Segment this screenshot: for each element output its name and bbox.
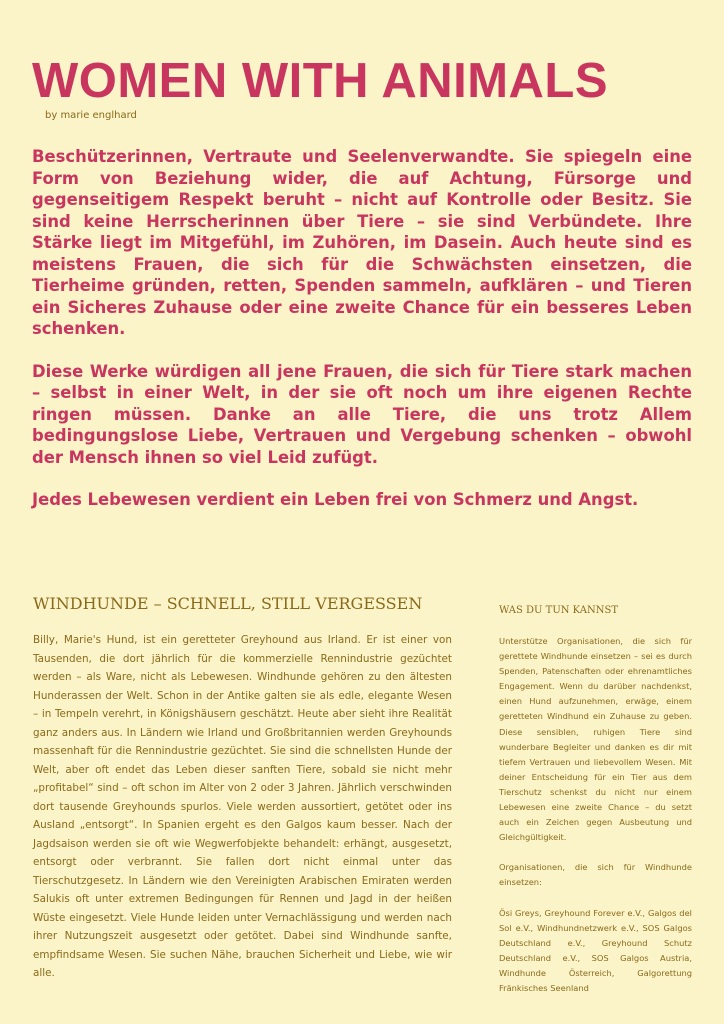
page-title: WOMEN WITH ANIMALS: [32, 54, 609, 108]
sidebar-paragraph: Organisationen, die sich für Windhunde einsetzen:: [499, 862, 692, 888]
sidebar-section: [499, 634, 692, 996]
sidebar-paragraph: Unterstütze Organisationen, die sich für gerettete Windhunde einsetzen – sei es durch Spenden, Patenschaften oder ehrenamtliches Engagement. Wenn du darüber nachdenkst, einen Hund aufzunehmen, erwäge, einem geretteten Windhund ein Zuhause zu geben. Diese sensiblen, ruhigen Tiere sind wunderbare Begleiter und danken es dir mit tiefem Vertrauen und liebevollem Wesen. Mit deiner Entscheidung für ein Tier aus dem Tierschutz schenkst du nicht nur einem Lebewesen eine zweite Chance – du setzt auch ein Zeichen gegen Ausbeutung und Gleichgültigkeit.: [499, 636, 692, 843]
sidebar-heading: WAS DU TUN KANNST: [499, 605, 618, 616]
intro-paragraph: Beschützerinnen, Vertraute und Seelenverwandte. Sie spiegeln eine Form von Beziehung wider, die auf Achtung, Fürsorge und gegenseitigem Respekt beruht – nicht auf Kontrolle oder Besitz. Sie sind keine Herrscherinnen über Tiere – sie sind Verbündete. Ihre Stärke liegt im Mitgefühl, im Zuhören, im Dasein. Auch heute sind es meistens Frauen, die sich für die Schwächsten einsetzen, die Tierheime gründen, retten, Spenden sammeln, aufklären – und Tieren ein Sicheres Zuhause oder eine zweite Chance für ein besseres Leben schenken.: [32, 147, 692, 338]
intro-paragraph: Diese Werke würdigen all jene Frauen, die sich für Tiere stark machen – selbst in einer Welt, in der sie oft noch um ihre eigenen Rechte ringen müssen. Danke an alle Tiere, die uns trotz Allem bedingungslose Liebe, Vertrauen und Vergebung schenken – obwohl der Mensch ihnen so viel Leid zufügt.: [32, 361, 692, 467]
article-body: Billy, Marie's Hund, ist ein geretteter Greyhound aus Irland. Er ist einer von Tausenden, die dort jährlich für die kommerzielle Rennindustrie gezüchtet werden – als Ware, nicht als Lebewesen. Windhunde gehören zu den ältesten Hunderassen der Welt. Schon in der Antike galten sie als edle, elegante Wesen – in Tempeln verehrt, in Königshäusern geschätzt. Heute aber sieht ihre Realität ganz anders aus. In Ländern wie Irland und Großbritannien werden Greyhounds massenhaft für die Rennindustrie gezüchtet. Sie sind die schnellsten Hunde der Welt, aber oft endet das Leben dieser sanften Tiere, sobald sie nicht mehr „profitabel“ sind – oft schon im Alter von 2 oder 3 Jahren. Jährlich verschwinden dort tausende Greyhounds spurlos. Viele werden aussortiert, getötet oder ins Ausland „entsorgt“. In Spanien ergeht es den Galgos kaum besser. Nach der Jagdsaison werden sie oft wie Wegwerfobjekte behandelt: erhängt, ausgesetzt, entsorgt oder verbrannt. Sie fallen dort nicht einmal unter das Tierschutzgesetz. In Ländern wie den Vereinigten Arabischen Emiraten werden Salukis oft unter extremen Bedingungen für Rennen und Jagd in der heißen Wüste eingesetzt. Viele Hunde leiden unter Vernachlässigung und werden nach ihrer Nutzungszeit ausgesetzt oder getötet. Dabei sind Windhunde sanfte, empfindsame Wesen. Sie suchen Nähe, brauchen Sicherheit und Liebe, wie wir alle.: [33, 634, 452, 979]
intro-closing-statement: Jedes Lebewesen verdient ein Leben frei von Schmerz und Angst.: [32, 490, 639, 509]
intro-section: [32, 146, 692, 511]
organization-list: Ösi Greys, Greyhound Forever e.V., Galgos del Sol e.V., Windhundnetzwerk e.V., SOS Galgos Deutschland e.V., Greyhound Schutz Deutschland e.V., SOS Galgos Austria, Windhunde Österreich, Galgorettung Fränkisches Seenland: [499, 907, 692, 993]
article-heading: WINDHUNDE – SCHNELL, STILL VERGESSEN: [33, 594, 423, 613]
author-byline: by marie englhard: [45, 110, 137, 121]
